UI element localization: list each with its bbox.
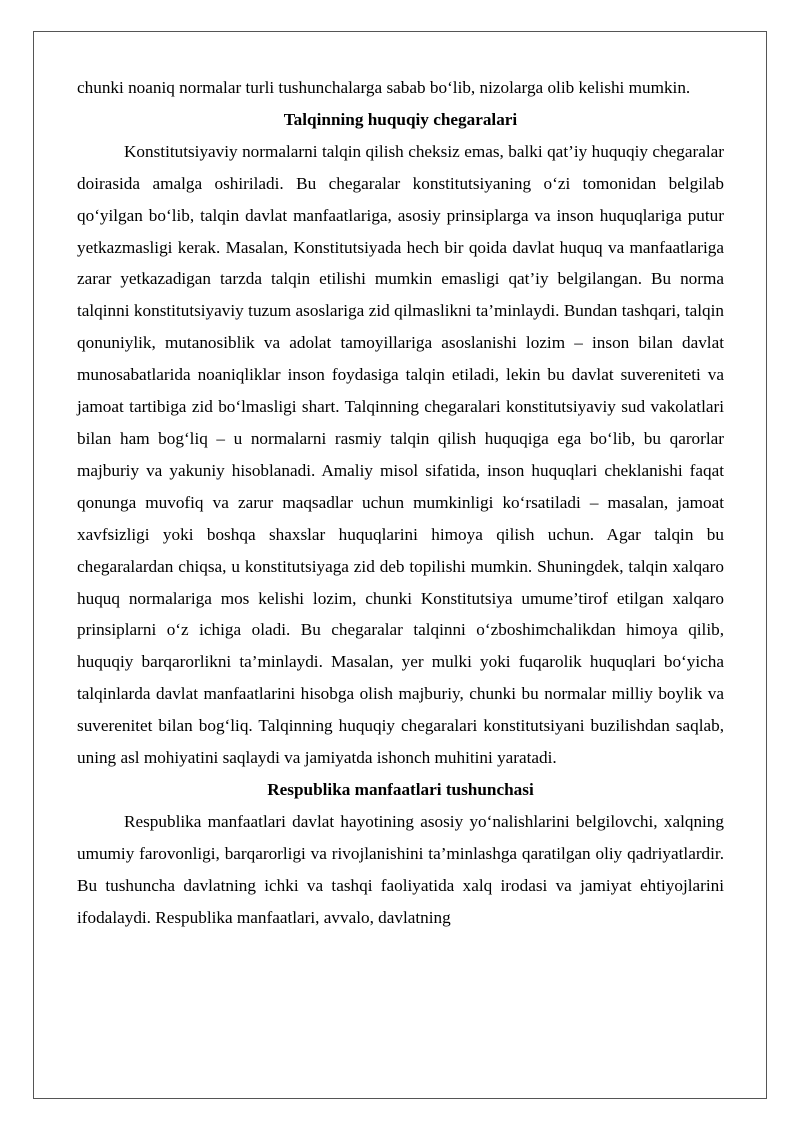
- section-heading-legal-limits: Talqinning huquqiy chegaralari: [283, 109, 518, 129]
- section-heading-republic-interests: Respublika manfaatlari tushunchasi: [267, 779, 534, 799]
- section-paragraph-legal-limits: Konstitutsiyaviy normalarni talqin qilish cheksiz emas, balki qat’iy huquqiy chegaralar doirasida amalga oshiriladi. Bu chegaralar konstitutsiyaning o‘zi tomonidan belgilab qo‘yilgan bo‘lib, talqin davlat manfaatlariga, asosiy prinsiplarga va inson huquqlariga putur yetkazmasligi kerak. Masalan, Konstitutsiyada hech bir qoida davlat huquq va manfaatlariga zarar yetkazadigan tarzda talqin etilishi mumkin emasligi qat’iy belgilangan. Bu norma talqinni konstitutsiyaviy tuzum asoslariga zid qilmaslikni ta’minlaydi. Bundan tashqari, talqin qonuniylik, mutanosiblik va adolat tamoyillariga asoslanishi lozim – inson bilan davlat munosabatlarida noaniqliklar inson foydasiga talqin etiladi, lekin bu davlat suvereniteti va jamoat tartibiga zid bo‘lmasligi shart. Talqinning chegaralari konstitutsiyaviy sud vakolatlari bilan ham bog‘liq – u normalarni rasmiy talqin qilish huquqiga ega bo‘lib, bu qarorlar majburiy va yakuniy hisoblanadi. Amaliy misol sifatida, inson huquqlari cheklanishi faqat qonunga muvofiq va zarur maqsadlar uchun mumkinligi ko‘rsatiladi – masalan, jamoat xavfsizligi yoki boshqa shaxslar huquqlarini himoya qilish uchun. Agar talqin bu chegaralardan chiqsa, u konstitutsiyaga zid deb topilishi mumkin. Shuningdek, talqin xalqaro huquq normalariga mos kelishi lozim, chunki Konstitutsiya umume’tirof etilgan xalqaro prinsiplarni o‘z ichiga oladi. Bu chegaralar talqinni o‘zboshimchalikdan himoya qilib, huquqiy barqarorlikni ta’minlaydi. Masalan, yer mulki yoki fuqarolik huquqlari bo‘yicha talqinlarda davlat manfaatlarini hisobga olish majburiy, chunki bu normalar milliy boylik va suverenitet bilan bog‘liq. Talqinning huquqiy chegaralari konstitutsiyani buzilishdan saqlab, uning asl mohiyatini saqlaydi va jamiyatda ishonch muhitini yaratadi.: [77, 141, 724, 768]
- intro-paragraph: chunki noaniq normalar turli tushunchalarga sabab bo‘lib, nizolarga olib kelishi mumkin.: [77, 78, 691, 97]
- document-body: [77, 72, 724, 933]
- section-paragraph-republic-interests: Respublika manfaatlari davlat hayotining asosiy yo‘nalishlarini belgilovchi, xalqning umumiy farovonligi, barqarorligi va rivojlanishini ta’minlashga qaratilgan oliy qadriyatlardir. Bu tushuncha davlatning ichki va tashqi faoliyatida xalq irodasi va jamiyat ehtiyojlarini ifodalaydi. Respublika manfaatlari, avvalo, davlatning: [77, 811, 724, 927]
